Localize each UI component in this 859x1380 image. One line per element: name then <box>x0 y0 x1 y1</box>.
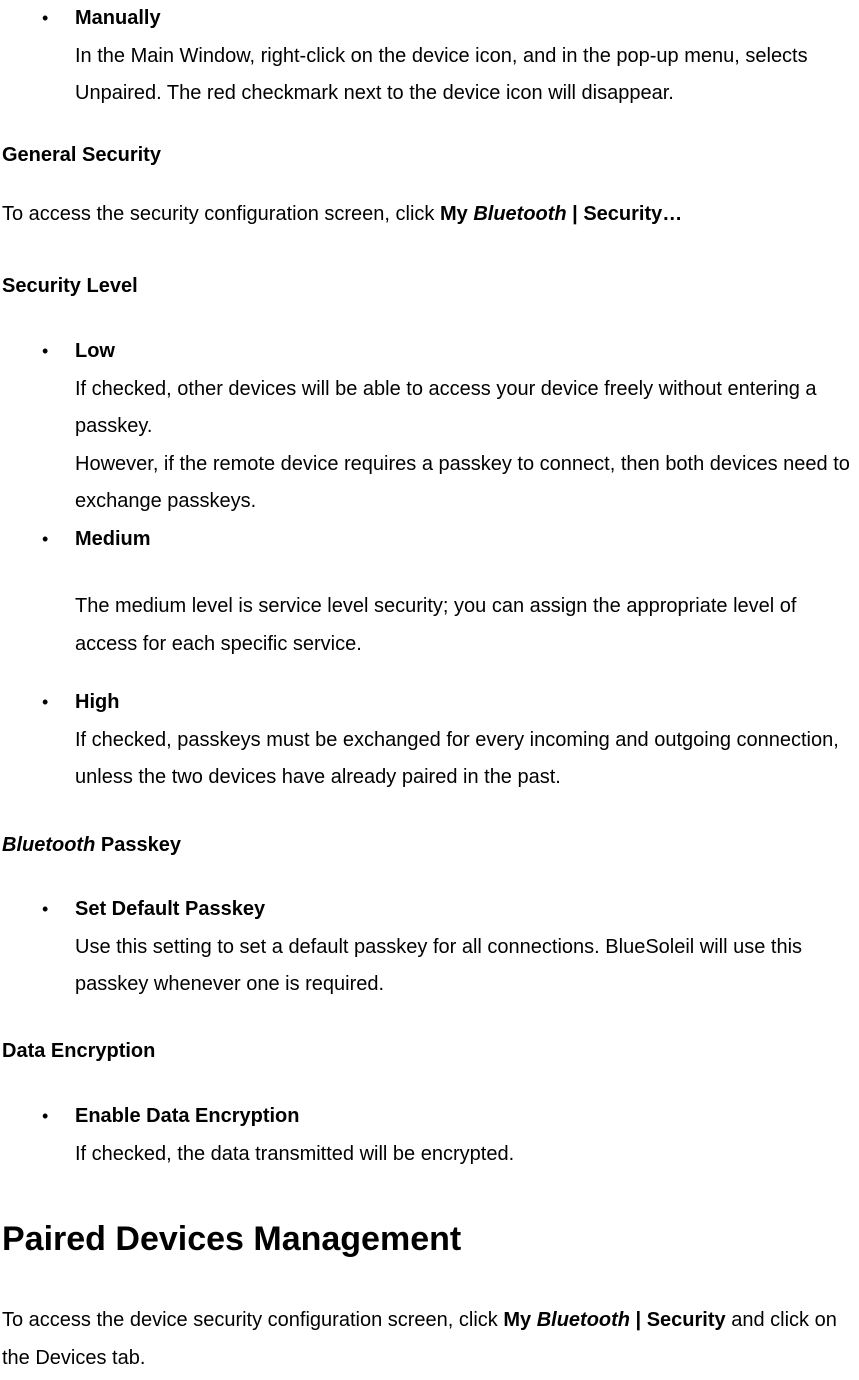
set-default-passkey-body: Use this setting to set a default passkey for all connections. BlueSoleil will use this passkey whenever one is required. <box>75 935 803 995</box>
list-item-manually <box>2 0 859 113</box>
paired-devices-intro <box>2 1302 859 1377</box>
heading-paired-devices-management: Paired Devices Management <box>2 1220 462 1258</box>
heading-passkey-rest: Passkey <box>95 833 181 856</box>
heading-data-encryption: Data Encryption <box>2 1039 156 1062</box>
manually-list <box>2 0 859 113</box>
intro-bold-my: My <box>439 203 474 225</box>
list-item-enable-data-encryption <box>2 1098 859 1173</box>
outro-bold-security: | Security <box>630 1309 726 1331</box>
list-item-low <box>2 333 859 521</box>
low-body-2: However, if the remote device requires a passkey to connect, then both devices need to exchange passkeys. <box>75 452 850 512</box>
bullet-icon: • <box>42 8 49 28</box>
bullet-icon: • <box>42 692 49 712</box>
data-encryption-list <box>2 1098 859 1173</box>
manually-body: In the Main Window, right-click on the device icon, and in the pop-up menu, selects Unpaired. The red checkmark next to the device icon will disappear. <box>75 44 808 104</box>
outro-bold-my: My <box>503 1309 537 1331</box>
intro-bold-italic-bluetooth: Bluetooth <box>473 203 567 225</box>
bluetooth-passkey-list <box>2 891 859 1004</box>
list-item-medium <box>2 521 859 664</box>
heading-security-level: Security Level <box>2 274 138 297</box>
list-item-high <box>2 684 859 797</box>
heading-general-security: General Security <box>2 143 161 166</box>
medium-title: Medium <box>75 527 151 550</box>
low-title: Low <box>75 340 115 362</box>
general-security-intro <box>2 196 859 234</box>
high-title: High <box>75 691 120 713</box>
security-level-list <box>2 333 859 797</box>
list-item-set-default-passkey <box>2 891 859 1004</box>
outro-bold-italic-bluetooth: Bluetooth <box>536 1309 630 1331</box>
heading-bluetooth-passkey <box>2 827 859 865</box>
high-body: If checked, passkeys must be exchanged for every incoming and outgoing connection, unless the two devices have already paired in the past. <box>75 728 839 788</box>
enable-data-encryption-title: Enable Data Encryption <box>75 1105 300 1127</box>
heading-bluetooth-italic: Bluetooth <box>2 833 96 856</box>
bullet-icon: • <box>42 899 49 919</box>
bullet-icon: • <box>42 341 49 361</box>
low-body-1: If checked, other devices will be able to access your device freely without entering a passkey. <box>75 377 817 437</box>
intro-prefix: To access the security configuration screen, click <box>2 203 440 225</box>
enable-data-encryption-body: If checked, the data transmitted will be encrypted. <box>75 1142 515 1165</box>
bullet-icon: • <box>42 1106 49 1126</box>
outro-prefix: To access the device security configuration screen, click <box>2 1309 504 1331</box>
medium-body: The medium level is service level security; you can assign the appropriate level of access for each specific service. <box>75 595 797 655</box>
manually-title: Manually <box>75 7 161 29</box>
bullet-icon: • <box>42 528 49 549</box>
intro-bold-security: | Security… <box>566 203 683 225</box>
outro-suffix: and click on the Devices tab. <box>2 1309 837 1369</box>
set-default-passkey-title: Set Default Passkey <box>75 898 266 920</box>
